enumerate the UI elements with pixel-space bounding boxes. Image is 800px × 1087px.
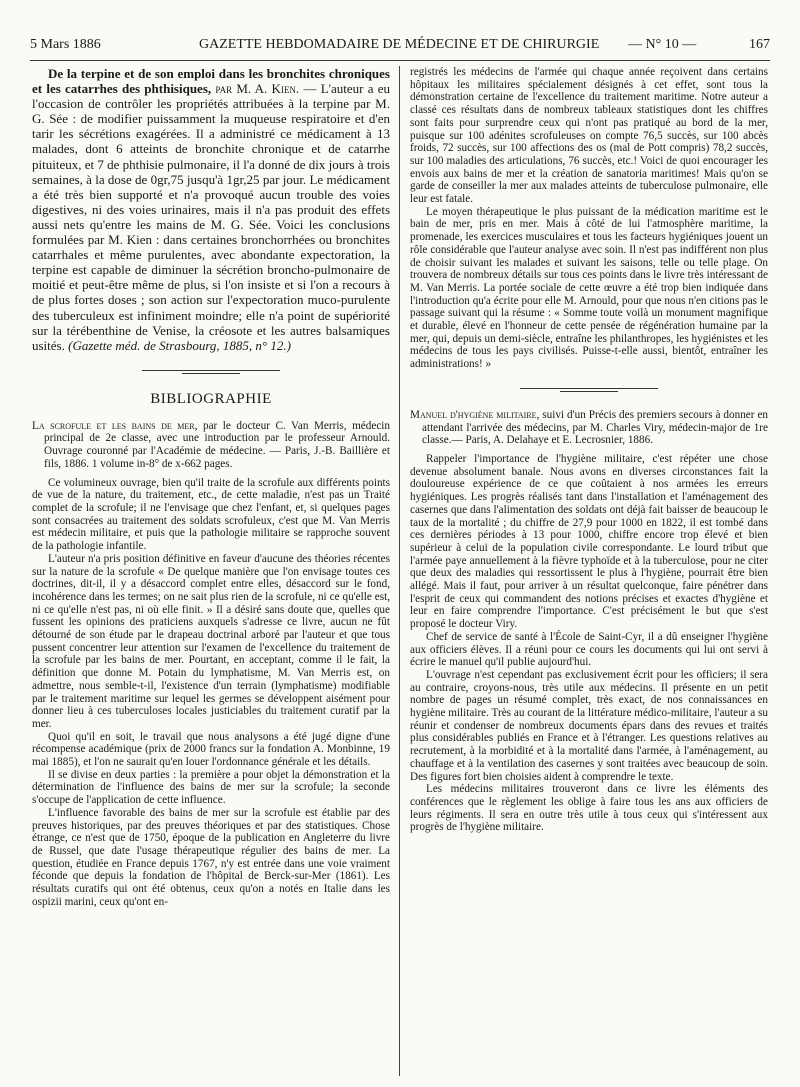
book-entry	[410, 409, 768, 447]
article-title: De la terpine et de son emploi dans les bronchites chroniques et les catarrhes des phthisiques,	[32, 66, 390, 97]
book-details: par le docteur C. Van Merris, médecin principal de 2e classe, avec une introduction par le professeur Arnould. Ouvrage couronné par l'Académie de médecine. — Paris, J.-B. Baillière et fils, 1886. 1 volume in-8° de x-662 pages.	[44, 419, 390, 470]
review-paragraph: L'auteur n'a pris position définitive en faveur d'aucune des théories récentes sur la nature de la scrofule « De quelque manière que l'on envisage toutes ces doctrines, dit-il, il y a désaccord complet entre elles, désaccord sur le fond, incohérence dans les termes; on ne sait plus rien de la scrofule, ni ce qu'elle est, ni ce qu'elle n'est pas, ni où elle finit. » Il a désiré sans doute que, quelles que fussent les opinions des praticiens auxquels s'adresse ce livre, aucun ne fût détourné de son étude par le drapeau doctrinal arboré par l'auteur et que tous pussent concentrer leur attention sur l'examen de l'excellence du traitement de la scrofule par les bains de mer. Pourtant, en acceptant, comme il le fait, la définition que donne M. Potain du lymphatisme, M. Van Merris est, on admettre, nous semble-t-il, l'existence d'un terrain (lymphatisme) modifiable par le traitement maritime sur lequel les germes se développent aisément pour donner lieu à ces tuberculoses locales justiciables du traitement curatif par la mer.	[32, 552, 390, 730]
column-divider	[399, 66, 400, 1076]
article-author: par M. A. Kien.	[215, 81, 300, 97]
book-title: La scrofule et les bains de mer,	[32, 419, 198, 432]
page-number: 167	[749, 37, 770, 52]
book-details: suivi d'un Précis des premiers secours à donner en attendant l'arrivée des médecins, par M. Charles Viry, médecin-major de 1re classe.— Paris, A. Delahaye et E. Lecrosnier, 1886.	[422, 408, 768, 447]
ornamental-separator	[32, 367, 390, 377]
running-head	[30, 36, 770, 56]
review-paragraph: Rappeler l'importance de l'hygiène militaire, c'est répéter une chose devenue absolument banale. Nous avons en diverses circonstances fait la douloureuse expérience de ce que coûtaient à nos armées les erreurs hygiéniques. Les progrès réalisés tant dans l'installation et l'aménagement des casernes que dans l'alimentation des soldats ont déjà fait baisser de beaucoup le taux de la mortalité ; du chiffre de 27,9 pour 1000 en 1822, il est tombé dans ces dernières périodes à 13 pour 1000, chiffre encore trop élevé et bien supérieur à celui de la population civile correspondante. Le lourd tribut que l'armée paye annuellement à la fièvre typhoïde et à la tuberculose, pour ne citer que deux des maladies qui ressortissent le plus à l'hygiène, pourrait être bien allégé. Mais il faut, pour arriver à un résultat quelconque, faire pénétrer dans l'esprit de ceux qui commandent des notions précises et exactes d'hygiène et leur en faire comprendre l'importance. C'est précisément le but que s'est proposé le docteur Viry.	[410, 452, 768, 631]
ornamental-separator	[410, 385, 768, 395]
left-column	[32, 66, 390, 1078]
article-source: (Gazette méd. de Strasbourg, 1885, n° 12.)	[68, 337, 291, 353]
review-paragraph: Le moyen thérapeutique le plus puissant de la médication maritime est le bain de mer, pris en mer. Mais à côté de lui l'atmosphère maritime, la promenade, les exercices musculaires et tous les facteurs hygiéniques jouent un rôle considérable que l'auteur analyse avec soin. Il n'est pas indifférent non plus de choisir suivant les malades et suivant les saisons, telle ou telle plage. On trouvera de nombreux détails sur tous ces points dans le livre très intéressant de M. Van Merris. La portée sociale de cette œuvre a été trop bien indiquée dans l'introduction qu'a écrite pour elle M. Arnould, pour que nous n'en citions pas le passage suivant qui la résume : « Somme toute voilà un monument magnifique et durable, élevé en l'honneur de cette pensée de régénération humaine par la mer, qui, depuis un demi-siècle, entraîne les philanthropes, les hygiénistes et les médecins de tous les pays civilisés. Puisse-t-elle aussi, bientôt, entraîner les administrations! »	[410, 205, 768, 371]
review-paragraph: L'influence favorable des bains de mer sur la scrofule est établie par des preuves historiques, par des preuves théoriques et par des statistiques. Chose étrange, ce n'est que de 1750, époque de la publication en Angleterre du livre de Russel, que date l'usage thérapeutique régulier des bains de mer. La question, étudiée en France depuis 1767, n'y est entrée dans une voie vraiment féconde que depuis la fondation de l'hôpital de Berck-sur-Mer (1861). Les résultats curatifs qui ont été obtenus, ceux qu'on a notés en Italie dans les ospizii marini, ceux qu'ont en-	[32, 806, 390, 908]
review-paragraph: Les médecins militaires trouveront dans ce livre les éléments des conférences que le règlement les oblige à faire tous les ans aux officiers de leurs régiments. Il sera en outre très utile à tous ceux qui s'intéressent aux progrès de l'hygiène militaire.	[410, 783, 768, 834]
book-title: Manuel d'hygiène militaire,	[410, 408, 540, 421]
review-paragraph: Chef de service de santé à l'École de Saint-Cyr, il a dû enseigner l'hygiène aux officiers élèves. Il a réuni pour ce cours les documents qui lui ont servi à écrire le manuel qu'il publie aujourd'hui.	[410, 630, 768, 669]
review-paragraph: Quoi qu'il en soit, le travail que nous analysons a été jugé digne d'une récompense académique (prix de 2000 francs sur la fondation A. Monbinne, 19 mai 1885), et l'on ne saurait qu'en louer l'ordonnance générale et les détails.	[32, 730, 390, 769]
article-body: — L'auteur a eu l'occasion de contrôler les propriétés attribuées à la terpine par M. G. Sée : de modifier puissamment la muqueuse respiratoire et d'en tarir les sécrétions exagérées. Il a administré ce médicament à 13 malades, dont 6 atteints de bronchite chronique et de catarrhe pituiteux, et 7 de phthisie pulmonaire, il l'a donné de dix jours à trois semaines, à la dose de 0gr,75 jusqu'à 1gr,25 par jour. Le médicament a été très bien supporté et n'a provoqué aucun trouble des voies digestives, ni des voies urinaires, mais il n'a pas produit des effets aussi nets qu'entre les mains de M. G. Sée. Voici les conclusions formulées par M. Kien : dans certaines bronchorrhées ou bronchites catarrhales et même purulentes, avec abondante expectoration, la terpine est capable de diminuer la sécrétion broncho-pulmonaire de moitié et peut-être même de plus, si l'on insiste et si l'on a recours à de plus fortes doses ; son action sur l'expectoration muco-purulente des tuberculeux est infiniment moindre; elle n'a point de supériorité sur la térébenthine de Venise, la créosote et les autres balsamiques usités.	[32, 81, 390, 353]
review-paragraph: Il se divise en deux parties : la première a pour objet la démonstration et la détermination de l'influence des bains de mer sur la scrofule; la seconde s'occupe de l'application de cette influence.	[32, 768, 390, 807]
review-paragraph: Ce volumineux ouvrage, bien qu'il traite de la scrofule aux différents points de vue de la nature, du traitement, etc., de cette maladie, n'est pas un Traité complet de la scrofule; il ne l'envisage que chez l'enfant, et, si quelques pages sont consacrées au traitement des soldats scrofuleux, c'est que M. Van Merris est médecin militaire, et puis que la pathologie militaire se rapproche souvent de la pathologie infantile.	[32, 476, 390, 553]
issue-date: 5 Mars 1886	[30, 37, 101, 52]
section-title: BIBLIOGRAPHIE	[150, 390, 272, 407]
review-paragraph: L'ouvrage n'est cependant pas exclusivement écrit pour les officiers; il sera au contraire, croyons-nous, très utile aux médecins. Il présente en un petit nombre de pages un résumé complet, très exact, de nos connaissances en hygiène militaire. Très au courant de la littérature médico-militaire, l'auteur a su réunir et condenser de nombreux documents épars dans des revues et traités plus considérables publiés en France et à l'étranger. Les questions relatives au recrutement, à la morbidité et à la mortalité dans l'armée, à l'aménagement, au chauffage et à la ventilation des casernes y sont traitées avec beaucoup de soin. Des figures fort bien choisies aident à comprendre le texte.	[410, 668, 768, 783]
journal-title: GAZETTE HEBDOMADAIRE DE MÉDECINE ET DE CHIRURGIE	[199, 37, 600, 52]
header-rule	[30, 60, 770, 61]
book-entry	[32, 420, 390, 471]
issue-number: — N° 10 —	[628, 37, 697, 52]
review-paragraph: registrés les médecins de l'armée qui chaque année reçoivent dans certains hôpitaux les militaires spécialement désignés à cet effet, sont tous la démonstration certaine de l'excellence du traitement maritime. Notre auteur a classé ces résultats dans de nombreux tableaux statistiques dont les chiffres sont faits pour surprendre ceux qui n'ont pas pratiqué au bord de la mer, puisque sur 100 adénites scrofuleuses on compte 76,5 succès, sur 100 abcès froids, 72 succès, sur 100 affections des os (mal de Pott compris) 78,2 succès, sur 100 maladies des articulations, 76 succès, etc.! Voici de quoi encourager les envois aux bains de mer et la création de sanatoria maritimes! Mais qu'on se garde de conseiller la mer aux malades atteints de tuberculose pulmonaire, elle leur est fatale.	[410, 66, 768, 206]
right-column	[410, 66, 768, 1078]
terpine-article	[32, 66, 390, 353]
